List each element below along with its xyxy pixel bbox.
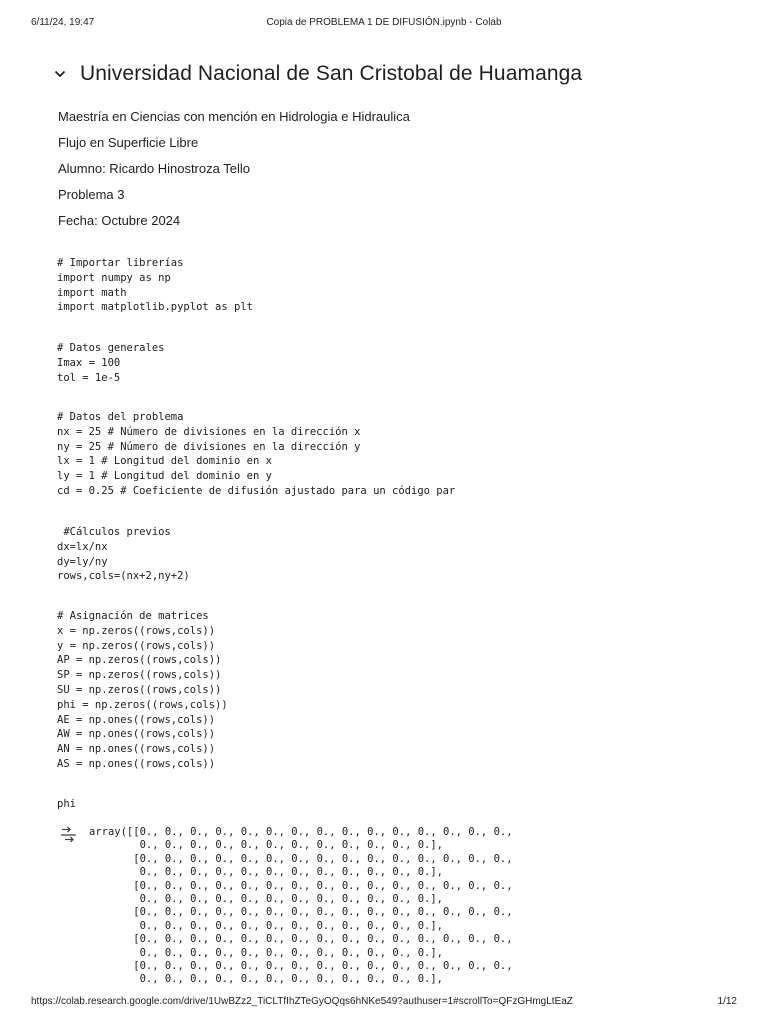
section-title: Universidad Nacional de San Cristobal de Huamanga bbox=[80, 62, 583, 85]
output-line: 0., 0., 0., 0., 0., 0., 0., 0., 0., 0., 0., 0.], bbox=[89, 839, 444, 852]
code-line: phi = np.zeros((rows,cols)) bbox=[57, 698, 228, 711]
problem-line: Problema 3 bbox=[58, 187, 125, 202]
program-line: Maestría en Ciencias con mención en Hidrologia e Hidraulica bbox=[58, 109, 410, 124]
code-line: # Asignación de matrices bbox=[57, 610, 209, 622]
output-line: [0., 0., 0., 0., 0., 0., 0., 0., 0., 0., 0., 0., 0., 0., 0., bbox=[89, 933, 513, 946]
print-datetime: 6/11/24, 19:47 bbox=[31, 17, 95, 28]
code-cell-problem-data[interactable] bbox=[57, 410, 455, 499]
intro-text-cell bbox=[58, 108, 718, 238]
code-line: ny = 25 # Número de divisiones en la dirección y bbox=[57, 440, 361, 453]
code-line: rows,cols=(nx+2,ny+2) bbox=[57, 570, 190, 583]
cell-output bbox=[89, 826, 513, 987]
code-cell-previous-calcs[interactable] bbox=[57, 525, 190, 584]
code-line: AP = np.zeros((rows,cols)) bbox=[57, 654, 222, 667]
code-line: import numpy as np bbox=[57, 271, 171, 284]
code-line: phi bbox=[57, 798, 76, 810]
output-line: [0., 0., 0., 0., 0., 0., 0., 0., 0., 0., 0., 0., 0., 0., 0., bbox=[89, 879, 513, 892]
code-line: AN = np.ones((rows,cols)) bbox=[57, 743, 216, 756]
print-footer bbox=[0, 996, 768, 1010]
code-line: cd = 0.25 # Coeficiente de difusión ajustado para un código par bbox=[57, 484, 456, 497]
code-line: Imax = 100 bbox=[57, 356, 121, 369]
output-line: 0., 0., 0., 0., 0., 0., 0., 0., 0., 0., 0., 0.], bbox=[89, 973, 444, 986]
output-line: [0., 0., 0., 0., 0., 0., 0., 0., 0., 0., 0., 0., 0., 0., 0., bbox=[89, 906, 513, 919]
code-cell-matrices[interactable] bbox=[57, 609, 228, 772]
code-cell-imports[interactable] bbox=[57, 256, 253, 315]
output-line: 0., 0., 0., 0., 0., 0., 0., 0., 0., 0., 0., 0.], bbox=[89, 919, 444, 932]
code-line: SP = np.zeros((rows,cols)) bbox=[57, 669, 222, 682]
page-number: 1/12 bbox=[717, 996, 737, 1007]
page-url: https://colab.research.google.com/drive/1UwBZz2_TiCLTfIhZTeGyOQqs6hNKe549?authuser=1#scrollTo=QFzGHmgLtEaZ bbox=[31, 996, 573, 1007]
output-line: 0., 0., 0., 0., 0., 0., 0., 0., 0., 0., 0., 0.], bbox=[89, 866, 444, 879]
output-arrow-icon[interactable] bbox=[59, 826, 79, 842]
code-line: dx=lx/nx bbox=[57, 540, 108, 553]
section-heading bbox=[52, 58, 582, 90]
code-line: # Datos del problema bbox=[57, 411, 184, 423]
code-line: AS = np.ones((rows,cols)) bbox=[57, 757, 216, 770]
output-line: [0., 0., 0., 0., 0., 0., 0., 0., 0., 0., 0., 0., 0., 0., 0., bbox=[89, 852, 513, 865]
code-line: nx = 25 # Número de divisiones en la dirección x bbox=[57, 425, 361, 438]
chevron-down-icon[interactable] bbox=[52, 66, 68, 82]
code-line: # Datos generales bbox=[57, 342, 165, 354]
code-cell-general-data[interactable] bbox=[57, 341, 164, 385]
output-line: 0., 0., 0., 0., 0., 0., 0., 0., 0., 0., 0., 0.], bbox=[89, 946, 444, 959]
code-line: x = np.zeros((rows,cols)) bbox=[57, 624, 216, 637]
code-line: import matplotlib.pyplot as plt bbox=[57, 301, 253, 314]
code-cell-phi[interactable] bbox=[57, 797, 76, 812]
document-title: Copia de PROBLEMA 1 DE DIFUSIÓN.ipynb - Colab bbox=[266, 17, 502, 28]
code-line: SU = np.zeros((rows,cols)) bbox=[57, 683, 222, 696]
code-line: import math bbox=[57, 286, 127, 299]
code-line: lx = 1 # Longitud del dominio en x bbox=[57, 455, 272, 468]
code-line: ly = 1 # Longitud del dominio en y bbox=[57, 470, 272, 483]
output-line: [0., 0., 0., 0., 0., 0., 0., 0., 0., 0., 0., 0., 0., 0., 0., bbox=[89, 959, 513, 972]
code-line: dy=ly/ny bbox=[57, 555, 108, 568]
code-line: AE = np.ones((rows,cols)) bbox=[57, 713, 216, 726]
student-line: Alumno: Ricardo Hinostroza Tello bbox=[58, 161, 250, 176]
course-line: Flujo en Superficie Libre bbox=[58, 135, 199, 150]
output-line: array([[0., 0., 0., 0., 0., 0., 0., 0., 0., 0., 0., 0., 0., 0., 0., bbox=[89, 826, 513, 838]
code-line: tol = 1e-5 bbox=[57, 371, 121, 384]
output-line: 0., 0., 0., 0., 0., 0., 0., 0., 0., 0., 0., 0.], bbox=[89, 892, 444, 905]
code-line: # Importar librerías bbox=[57, 257, 184, 269]
code-line: #Cálculos previos bbox=[57, 526, 171, 538]
code-line: y = np.zeros((rows,cols)) bbox=[57, 639, 216, 652]
code-line: AW = np.ones((rows,cols)) bbox=[57, 728, 216, 741]
date-line: Fecha: Octubre 2024 bbox=[58, 213, 181, 228]
print-header bbox=[0, 17, 768, 31]
